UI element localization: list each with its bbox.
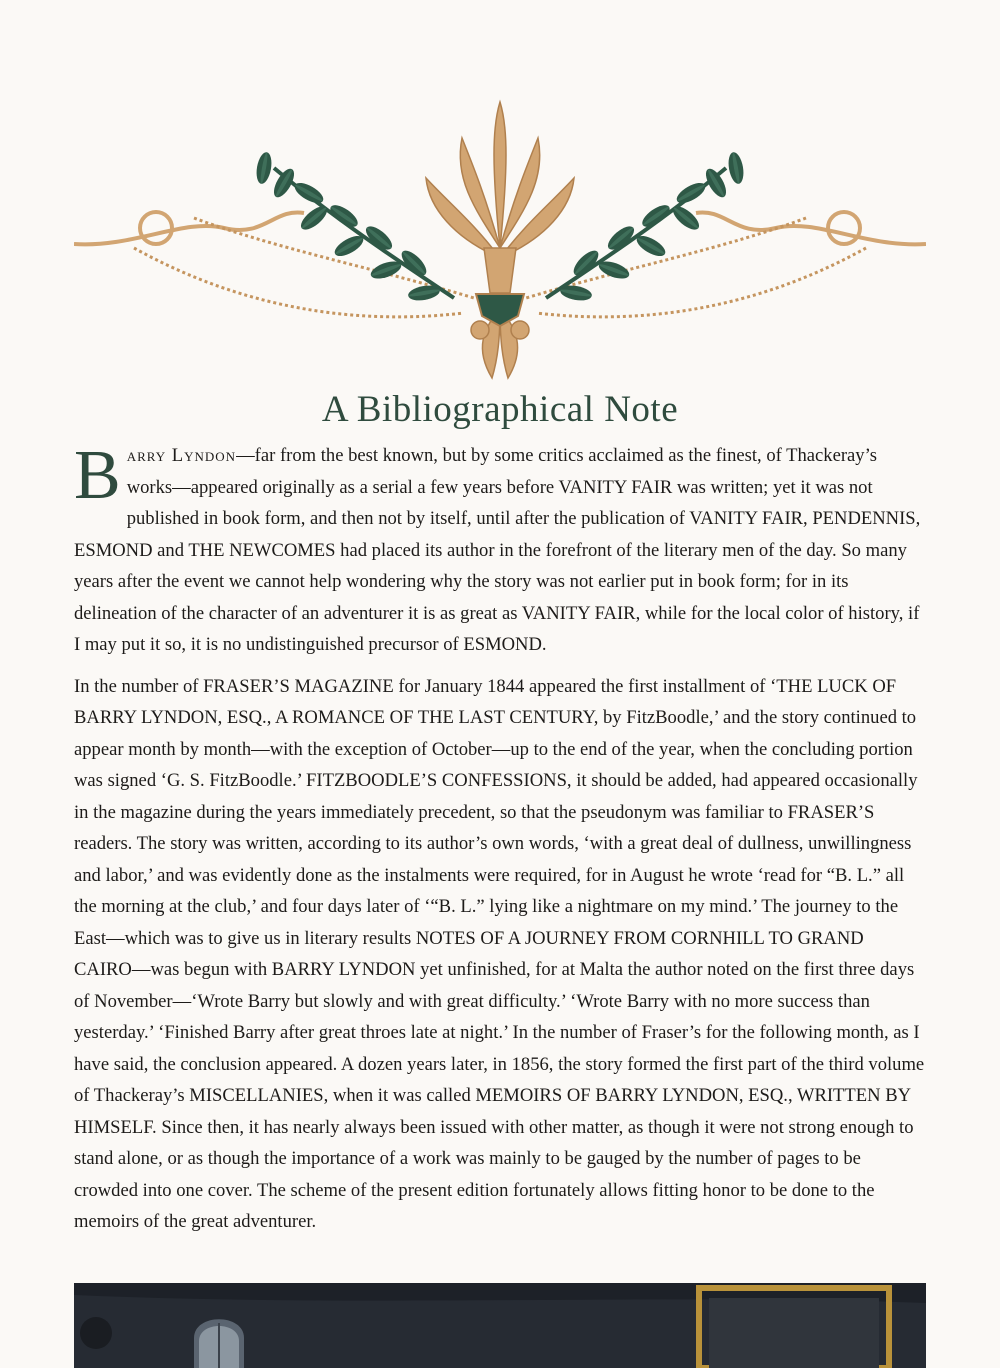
drop-cap: B (74, 437, 121, 514)
painted-interior-illustration-icon (74, 1283, 926, 1368)
paragraph-1-text: —far from the best known, but by some critics acclaimed as the finest, of Thackeray’s works—appeared originally as a serial a few years before VANITY FAIR was written; yet it was not published in book form, and then not by itself, until after the publication of VANITY FAIR, PENDENNIS, ESMOND and THE NEWCOMES had placed its author in the forefront of the literary men of the day. So many years after the event we cannot help wondering why the story was not earlier put in book form; for in its delineation of the character of an adventurer it is as great as VANITY FAIR, while for the local color of history, if I may put it so, it is no undistinguished precursor of ESMOND. (74, 445, 921, 655)
headpiece-ornament (74, 98, 926, 388)
paragraph-1 (74, 437, 926, 661)
paragraph-2: In the number of FRASER’S MAGAZINE for January 1844 appeared the first installment of ‘THE LUCK OF BARRY LYNDON, ESQ., A ROMANCE OF THE LAST CENTURY, by FitzBoodle,’ and the story continued to appear month by month—with the exception of October—up to the end of the year, when the concluding portion was signed ‘G. S. FitzBoodle.’ FITZBOODLE’S CONFESSIONS, it should be added, had appeared occasionally in the magazine during the years immediately precedent, so that the pseudonym was familiar to FRASER’S readers. The story was written, according to its author’s own words, ‘with a great deal of dullness, unwillingness and labor,’ and was evidently done as the instalments were required, for in August he wrote ‘read for “B. L.” all the morning at the club,’ and four days later of ‘“B. L.” lying like a nightmare on my mind.’ The journey to the East—which was to give us in literary results NOTES OF A JOURNEY FROM CORNHILL TO GRAND CAIRO—was begun with BARRY LYNDON yet unfinished, for at Malta the author noted on the first three days of November—‘Wrote Barry but slowly and with great difficulty.’ ‘Wrote Barry with no more success than yesterday.’ ‘Finished Barry after great throes late at night.’ In the number of Fraser’s for the following month, as I have said, the conclusion appeared. A dozen years later, in 1856, the story formed the first part of the third volume of Thackeray’s MISCELLANIES, when it was called MEMOIRS OF BARRY LYNDON, ESQ., WRITTEN BY HIMSELF. Since then, it has nearly always been issued with other matter, as though it were not strong enough to stand alone, or as though the importance of a work was mainly to be gauged by the number of pages to be crowded into one cover. The scheme of the present edition fortunately allows fitting honor to be done to the memoirs of the great adventurer. (74, 675, 925, 1232)
lead-in: arry Lyndon (126, 445, 237, 466)
page-title: A Bibliographical Note (321, 389, 679, 430)
body-text (74, 437, 926, 1248)
